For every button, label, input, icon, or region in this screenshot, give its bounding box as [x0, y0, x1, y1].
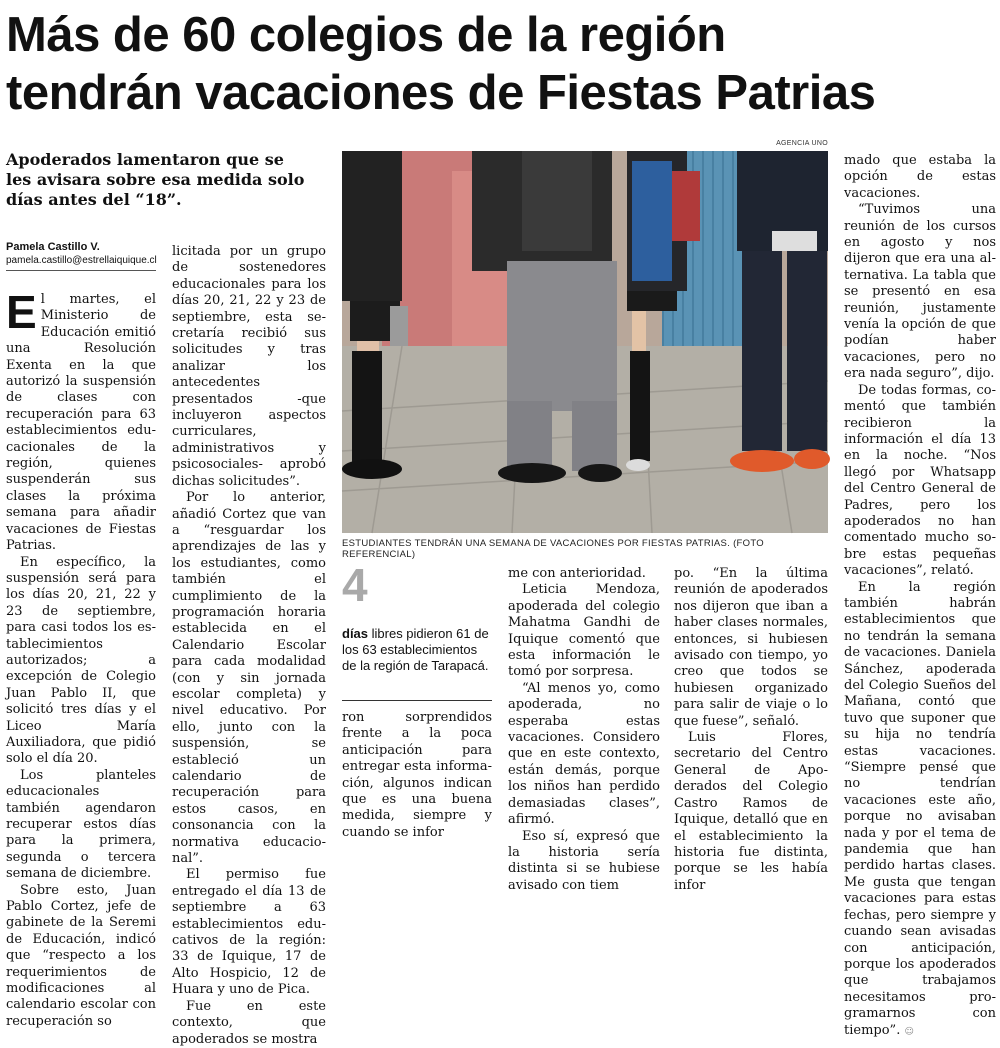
article-paragraph: “Tuvimos una reunión de los cursos en agosto y nos dijeron que era una alternativa. La tabla que se presentó en esa reunión, justamente venía la opción de que podían haber vacaciones, pero no era nada seguro”, dijo. [844, 202, 996, 382]
stat-divider [342, 700, 492, 701]
stat-text: libres pidieron 61 de los 63 establecimientos de la región de Tarapacá. [342, 626, 489, 673]
photo-caption: ESTUDIANTES TENDRÁN UNA SEMANA DE VACACIONES POR FIESTAS PATRIAS. (FOTO REFERENCIAL) [342, 538, 764, 560]
article-paragraph: “Al menos yo, como apoderada, no esperaba estas vacaciones. Considero que en este contexto, están demás, porque los niños han perdido demasiadas clases”, afirmó. [508, 680, 660, 828]
author-name: Pamela Castillo V. [6, 241, 100, 253]
article-column-6 [844, 153, 996, 1040]
article-paragraph: Luis Flores, secretario del Centro General de Apoderados del Colegio Castro Ramos de Iquique, detalló que en el establecimiento la historia fue distinta, porque se les había infor [674, 730, 828, 893]
headline-line-2: tendrán vacaciones de Fiestas Patrias [6, 66, 876, 120]
author-email[interactable]: pamela.castillo@estrellaiquique.cl [6, 255, 157, 266]
article-column-3 [342, 710, 492, 841]
article-paragraph: Leticia Mendoza, apoderada del colegio Mahatma Gandhi de Iquique comentó que esta información le tomó por sorpresa. [508, 582, 660, 680]
article-column-2 [172, 244, 326, 1048]
headline [6, 6, 996, 122]
subheadline: Apoderados lamentaron que se les avisara sobre esa medida solo días antes del “18”. [6, 150, 305, 209]
article-paragraph: De todas formas, comentó que también recibieron la información el día 13 en la noche. “Nos llegó por Whatsapp del Centro General de Padres, pero los apoderados no han comentado mucho sobre estas pequeñas vacaciones”, relató. [844, 382, 996, 579]
students-photo-illustration [342, 151, 828, 533]
headline-line-1: Más de 60 colegios de la región [6, 8, 726, 62]
article-paragraph: Sobre esto, Juan Pablo Cortez, jefe de gabinete de la Seremi de Educación, indicó que “respecto a los requerimientos de modificaciones al calendario escolar con recuperación so [6, 882, 156, 1029]
article-paragraph: El martes, el Ministerio de Educación emitió una Resolución Exenta en la que autorizó la suspensión de clases con recuperación para 63 establecimientos educacionales de la región, quienes suspenderán sus clases la próxima semana para añadir vacaciones de Fiestas Patrias. [6, 286, 156, 554]
article-paragraph: El permiso fue entregado el día 13 de septiembre a 63 establecimientos educativos de la región: 33 de Iquique, 17 de Alto Hospicio, 12 de Huara y uno de Pica. [172, 867, 326, 998]
article-paragraph: me con anterioridad. [508, 566, 646, 581]
stat-description [342, 626, 492, 674]
article-paragraph: En la región también habrán establecimientos que no tendrán la semana de vacaciones. Daniela Sánchez, apoderada del Colegio Sueños del Mañana, contó que tuvo que suponer que su hija no tendría estas vacaciones. “Siempre pensé que no tendrían vacaciones este año, porque no avisaban nada y por el tema de pandemia que han perdido hartas clases. Me gusta que tengan vacaciones para estas fechas, pero siempre y cuando sean avisadas con anticipación, porque los apoderados que trabajamos necesitamos programarnos con tiempo”. ☺ [844, 579, 996, 1038]
article-paragraph: En específico, la suspensión será para los días 20, 21, 22 y 23 de septiembre, para casi todos los establecimientos autorizados; a excepción de Colegio Juan Pablo II, que solicitó tres días y el Liceo María Auxiliadora, que pidió solo el día 20. [6, 554, 156, 767]
article-column-5 [674, 566, 828, 894]
end-mark-icon: ☺ [904, 1026, 914, 1037]
article-paragraph: Fue en este contexto, que apoderados se mostra [172, 998, 326, 1047]
stat-bold: días [342, 626, 369, 641]
stat-number: 4 [342, 559, 368, 611]
article-paragraph: mado que estaba la opción de estas vacaciones. [844, 153, 996, 201]
article-paragraph: Por lo anterior, añadió Cortez que van a “resguardar los aprendizajes de las y los estudiantes, como también el cumplimiento de la programación horaria establecida en el Calendario Escolar para cada modalidad (con y sin jornada escolar completa) y nivel educativo. Por ello, junto con la suspensión, se estableció un calendario de recuperación para estos casos, en consonancia con la normativa educacional”. [172, 490, 326, 867]
stat-box [342, 559, 492, 674]
article-paragraph: po. “En la última reunión de apoderados nos dijeron que iban a haber clases normales, entonces, si hubiesen avisado con tiempo, yo creo que todos se hubiesen organizado para salir de viaje o lo que fuese”, señaló. [674, 566, 828, 729]
photo-credit: AGENCIA UNO [776, 140, 828, 147]
article-paragraph: Eso sí, expresó que la historia sería distinta si se hubiese avisado con tiem [508, 828, 660, 893]
article-paragraph: ron sorprendidos frente a la poca anticipación para entregar esta información, algunos indican que es una buena medida, siempre y cuando se infor [342, 710, 492, 840]
drop-cap: E [6, 286, 37, 338]
article-paragraph: licitada por un grupo de sostenedores educacionales para los días 20, 21, 22 y 23 de septiembre, esta secretaría recibió sus solicitudes y tras analizar los antecedentes presentados -que incluyeron aspectos curriculares, administrativos y psicosociales- aprobó dichas solicitudes”. [172, 244, 326, 489]
byline [6, 240, 156, 271]
article-column-4 [508, 566, 660, 894]
article-column-1 [6, 286, 156, 1030]
article-photo [342, 151, 828, 533]
article-paragraph: Los planteles educacionales también agendaron recuperar estos días para la primera, segunda o tercera semana de diciembre. [6, 767, 156, 882]
